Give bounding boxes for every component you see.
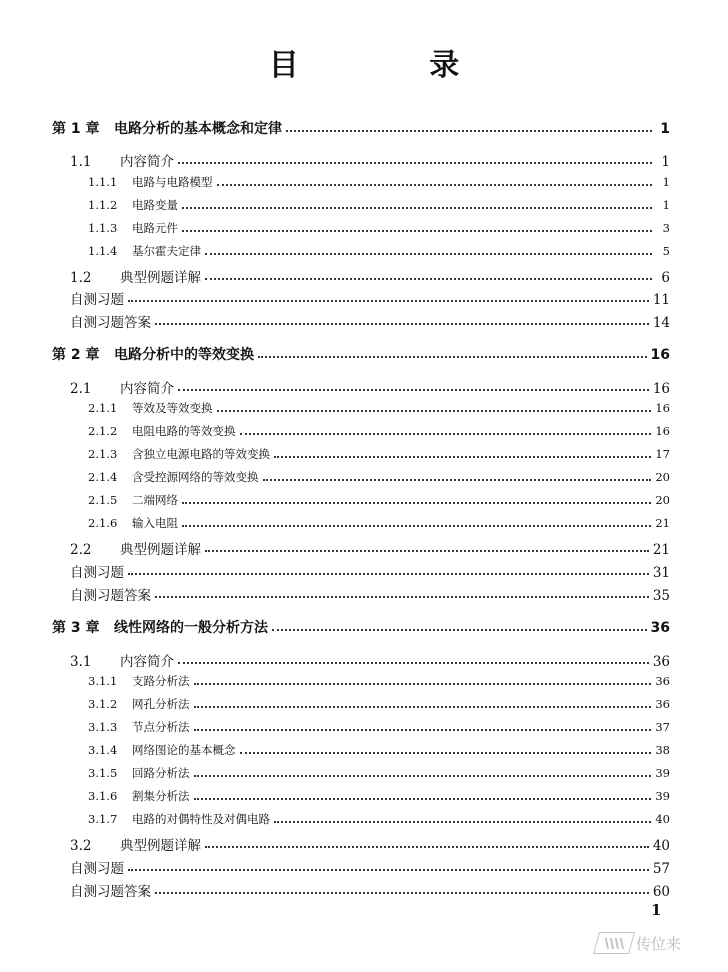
- toc-entry-page: 36: [650, 620, 670, 636]
- dot-leader: [205, 253, 652, 255]
- toc-entry-page: 6: [661, 270, 670, 286]
- toc-entry-self: [70, 288, 670, 308]
- toc-entry-section: [70, 266, 670, 286]
- toc-entry-title: 自测习题: [70, 565, 124, 581]
- toc-entry-number: 1.1.2: [88, 198, 118, 212]
- dot-leader: [182, 502, 651, 504]
- toc-entry-section: [70, 834, 670, 854]
- dot-leader: [274, 821, 651, 823]
- toc-entry-number: 2.1.1: [88, 401, 118, 415]
- dot-leader: [128, 300, 649, 302]
- dot-leader: [178, 662, 649, 664]
- toc-entry-title: 自测习题: [70, 292, 124, 308]
- toc-entry-subsection: [88, 811, 670, 827]
- toc-entry-section: [70, 377, 670, 397]
- toc-entry-title: 网孔分析法: [132, 697, 190, 711]
- toc-entry-number: 2.1.5: [88, 493, 118, 507]
- toc-entry-title: 节点分析法: [132, 720, 190, 734]
- toc-entry-page: 36: [652, 654, 670, 670]
- dot-leader: [182, 230, 652, 232]
- toc-entry-number: 3.1.3: [88, 720, 118, 734]
- toc-entry-title: 典型例题详解: [120, 542, 201, 558]
- dot-leader: [194, 683, 652, 685]
- toc-entry-title: 自测习题答案: [70, 884, 151, 900]
- toc-entry-number: 2.1.2: [88, 424, 118, 438]
- toc-entry-page: 39: [655, 766, 670, 780]
- toc-entry-title: 基尔霍夫定律: [132, 244, 201, 258]
- toc-entry-self: [70, 561, 670, 581]
- toc-entry-page: 21: [655, 516, 670, 530]
- toc-entry-subsection: [88, 742, 670, 758]
- toc-entry-number: 1.1.3: [88, 221, 118, 235]
- toc-entry-page: 16: [655, 424, 670, 438]
- page-number: 1: [651, 901, 662, 919]
- dot-leader: [217, 184, 653, 186]
- dot-leader: [240, 433, 652, 435]
- dot-leader: [258, 356, 647, 358]
- toc-entry-page: 20: [655, 470, 670, 484]
- toc-entry-title: 电路分析中的等效变换: [114, 347, 254, 363]
- toc-entry-subsection: [88, 423, 670, 439]
- dot-leader: [178, 389, 649, 391]
- dot-leader: [128, 573, 649, 575]
- toc-entry-title: 典型例题详解: [120, 270, 201, 286]
- dot-leader: [194, 775, 652, 777]
- toc-entry-page: 40: [655, 812, 670, 826]
- toc-entry-number: 2.1.6: [88, 516, 118, 530]
- toc-entry-subsection: [88, 765, 670, 781]
- dot-leader: [205, 278, 652, 280]
- toc-entry-chapter: [52, 617, 670, 637]
- dot-leader: [274, 456, 651, 458]
- dot-leader: [263, 479, 652, 481]
- toc-entry-number: 3.1.6: [88, 789, 118, 803]
- toc-entry-title: 二端网络: [132, 493, 178, 507]
- toc-entry-page: 5: [662, 244, 670, 258]
- toc-entry-number: 3.1.4: [88, 743, 118, 757]
- toc-entry-chapter: [52, 118, 670, 138]
- toc-entry-self: [70, 880, 670, 900]
- toc-entry-subsection: [88, 220, 670, 236]
- toc-entry-subsection: [88, 696, 670, 712]
- toc-entry-title: 内容简介: [120, 154, 174, 170]
- toc-entry-subsection: [88, 446, 670, 462]
- dot-leader: [194, 798, 652, 800]
- toc-entry-number: 2.1.3: [88, 447, 118, 461]
- toc-entry-title: 支路分析法: [132, 674, 190, 688]
- toc-entry-page: 16: [652, 381, 670, 397]
- toc-entry-title: 典型例题详解: [120, 838, 201, 854]
- toc-entry-number: 3.2: [70, 838, 92, 854]
- dot-leader: [182, 525, 651, 527]
- toc-entry-page: 37: [655, 720, 670, 734]
- toc-entry-subsection: [88, 719, 670, 735]
- toc-entry-number: 2.2: [70, 542, 92, 558]
- toc-entry-title: 电阻电路的等效变换: [132, 424, 236, 438]
- watermark: [596, 932, 681, 954]
- toc-entry-title: 内容简介: [120, 654, 174, 670]
- toc-entry-subsection: [88, 788, 670, 804]
- toc-entry-subsection: [88, 243, 670, 259]
- dot-leader: [240, 752, 652, 754]
- toc-entry-number: 1.1.1: [88, 175, 118, 189]
- toc-entry-title: 电路与电路模型: [132, 175, 213, 189]
- toc-entry-title: 线性网络的一般分析方法: [114, 620, 268, 636]
- toc-entry-page: 3: [662, 221, 670, 235]
- toc-entry-page: 1: [661, 154, 670, 170]
- toc-entry-section: [70, 650, 670, 670]
- toc-entry-page: 57: [652, 861, 670, 877]
- dot-leader: [194, 706, 652, 708]
- toc-entry-number: 3.1.7: [88, 812, 118, 826]
- page-title: 目 录: [268, 48, 520, 83]
- toc-entry-number: 3.1.1: [88, 674, 118, 688]
- toc-entry-section: [70, 538, 670, 558]
- toc-entry-page: 16: [650, 347, 670, 363]
- toc-entry-number: 1.2: [70, 270, 92, 286]
- toc-entry-page: 20: [655, 493, 670, 507]
- toc-entry-page: 1: [662, 198, 670, 212]
- toc-entry-number: 3.1: [70, 654, 92, 670]
- toc-entry-subsection: [88, 673, 670, 689]
- dot-leader: [178, 162, 652, 164]
- toc-entry-page: 17: [655, 447, 670, 461]
- toc-entry-page: 40: [652, 838, 670, 854]
- toc-entry-self: [70, 584, 670, 604]
- toc-entry-self: [70, 311, 670, 331]
- dot-leader: [205, 846, 649, 848]
- toc-entry-subsection: [88, 492, 670, 508]
- toc-entry-title: 自测习题答案: [70, 315, 151, 331]
- toc-entry-title: 电路变量: [132, 198, 178, 212]
- watermark-text: 传位来: [636, 934, 682, 953]
- toc-entry-subsection: [88, 174, 670, 190]
- toc-entry-title: 等效及等效变换: [132, 401, 213, 415]
- toc-entry-title: 自测习题: [70, 861, 124, 877]
- dot-leader: [272, 629, 647, 631]
- toc-entry-title: 电路的对偶特性及对偶电路: [132, 812, 270, 826]
- toc-entry-title: 输入电阻: [132, 516, 178, 530]
- toc-entry-page: 39: [655, 789, 670, 803]
- toc-entry-page: 1: [662, 175, 670, 189]
- toc-entry-subsection: [88, 197, 670, 213]
- toc-entry-page: 36: [655, 697, 670, 711]
- toc-entry-page: 38: [655, 743, 670, 757]
- toc-entry-number: 2.1: [70, 381, 92, 397]
- dot-leader: [286, 130, 652, 132]
- dot-leader: [155, 596, 649, 598]
- toc-entry-page: 11: [652, 292, 670, 308]
- toc-entry-page: 21: [652, 542, 670, 558]
- dot-leader: [182, 207, 652, 209]
- toc-entry-title: 网络图论的基本概念: [132, 743, 236, 757]
- toc-entry-title: 自测习题答案: [70, 588, 151, 604]
- dot-leader: [155, 323, 649, 325]
- toc-entry-page: 31: [652, 565, 670, 581]
- dot-leader: [155, 892, 649, 894]
- toc-entry-self: [70, 857, 670, 877]
- toc-entry-page: 35: [652, 588, 670, 604]
- toc-entry-page: 60: [652, 884, 670, 900]
- toc-entry-title: 回路分析法: [132, 766, 190, 780]
- toc-entry-page: 14: [652, 315, 670, 331]
- toc-entry-title: 电路分析的基本概念和定律: [114, 121, 282, 137]
- dot-leader: [194, 729, 652, 731]
- dot-leader: [128, 869, 649, 871]
- toc-entry-number: 第 1 章: [52, 121, 100, 137]
- toc-entry-number: 1.1: [70, 154, 92, 170]
- toc-entry-section: [70, 150, 670, 170]
- dot-leader: [205, 550, 649, 552]
- watermark-logo-icon: [593, 932, 635, 954]
- toc-entry-title: 电路元件: [132, 221, 178, 235]
- dot-leader: [217, 410, 652, 412]
- toc-entry-number: 第 3 章: [52, 620, 100, 636]
- toc-entry-title: 含受控源网络的等效变换: [132, 470, 259, 484]
- toc-entry-title: 内容简介: [120, 381, 174, 397]
- toc-entry-subsection: [88, 400, 670, 416]
- toc-entry-number: 第 2 章: [52, 347, 100, 363]
- toc-entry-page: 36: [655, 674, 670, 688]
- toc-entry-number: 3.1.5: [88, 766, 118, 780]
- toc-entry-page: 1: [660, 121, 670, 137]
- toc-entry-subsection: [88, 469, 670, 485]
- toc-entry-number: 3.1.2: [88, 697, 118, 711]
- toc-entry-number: 1.1.4: [88, 244, 118, 258]
- toc-entry-title: 割集分析法: [132, 789, 190, 803]
- toc-entry-page: 16: [655, 401, 670, 415]
- toc-entry-title: 含独立电源电路的等效变换: [132, 447, 270, 461]
- toc-entry-subsection: [88, 515, 670, 531]
- toc-entry-chapter: [52, 344, 670, 364]
- toc-entry-number: 2.1.4: [88, 470, 118, 484]
